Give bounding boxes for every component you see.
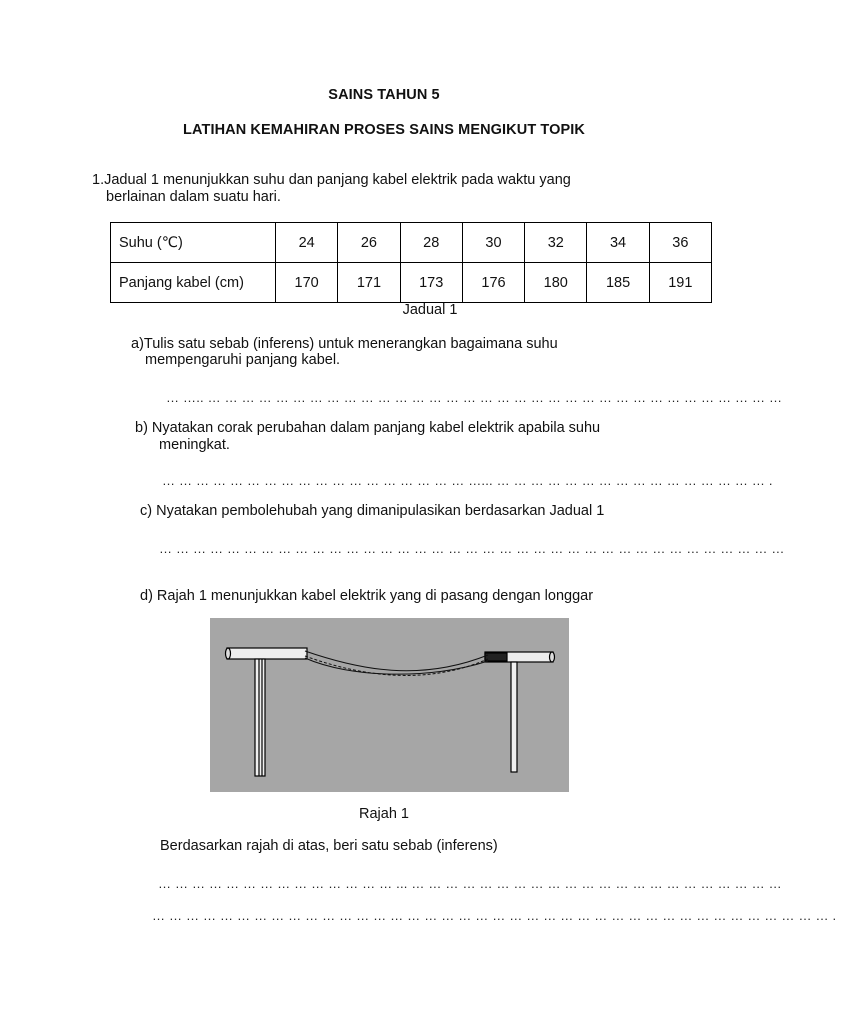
table-caption: Jadual 1 bbox=[402, 302, 458, 318]
question-intro-line-1: 1.Jadual 1 menunjukkan suhu dan panjang kabel elektrik pada waktu yang bbox=[92, 172, 571, 188]
table-cell: 176 bbox=[462, 263, 524, 303]
part-b-line-2: meningkat. bbox=[159, 437, 230, 453]
answer-line-a: … ….. … … … … … … … … … … … … … … … … … … … … … … … … … … … … … … … … … … bbox=[166, 390, 783, 405]
table-cell-label: Panjang kabel (cm) bbox=[111, 263, 276, 303]
table-cell: 34 bbox=[587, 223, 649, 263]
cable-wire-2 bbox=[305, 656, 488, 675]
table-cell: 173 bbox=[400, 263, 462, 303]
table-cell: 170 bbox=[276, 263, 338, 303]
answer-line-final-1: … … … … … … … … … … … … … … ... … … … … … … … … … … … … … … … … … … … … … … bbox=[158, 876, 782, 891]
table-cell: 32 bbox=[525, 223, 587, 263]
page-title: SAINS TAHUN 5 bbox=[328, 87, 440, 103]
part-d-line-1: d) Rajah 1 menunjukkan kabel elektrik yang di pasang dengan longgar bbox=[140, 588, 594, 604]
final-prompt: Berdasarkan rajah di atas, beri satu sebab (inferens) bbox=[160, 838, 498, 854]
left-crossarm bbox=[227, 648, 307, 659]
table-cell-label: Suhu (℃) bbox=[111, 223, 276, 263]
table-cell: 185 bbox=[587, 263, 649, 303]
table-cell: 171 bbox=[338, 263, 400, 303]
cable-wire-3 bbox=[305, 658, 488, 674]
left-pole bbox=[255, 659, 265, 776]
table-cell: 24 bbox=[276, 223, 338, 263]
table-cell: 180 bbox=[525, 263, 587, 303]
left-crossarm-end bbox=[226, 648, 231, 659]
part-b-line-1: b) Nyatakan corak perubahan dalam panjang kabel elektrik apabila suhu bbox=[135, 420, 601, 436]
cable-illustration bbox=[210, 618, 569, 792]
answer-line-b: … … … … … … … … … … … … … … … … … … …... … … … … … … … … … … … … … … … … . bbox=[162, 473, 773, 488]
figure-caption: Rajah 1 bbox=[359, 806, 409, 822]
part-a-line-2: mempengaruhi panjang kabel. bbox=[145, 352, 341, 368]
right-crossarm-clamp bbox=[485, 653, 507, 661]
page-subtitle: LATIHAN KEMAHIRAN PROSES SAINS MENGIKUT TOPIK bbox=[183, 122, 585, 138]
table-cell: 28 bbox=[400, 223, 462, 263]
answer-line-final-2: … … … … … … … … … … … … … … … … … … … … … … … … … … … … … … … … … … … … … … … … . bbox=[152, 908, 837, 923]
right-pole bbox=[511, 662, 517, 772]
part-c-line-1: c) Nyatakan pembolehubah yang dimanipulasikan berdasarkan Jadual 1 bbox=[140, 503, 605, 519]
cable-figure bbox=[210, 618, 569, 792]
table-cell: 30 bbox=[462, 223, 524, 263]
question-intro-line-2: berlainan dalam suatu hari. bbox=[106, 189, 281, 205]
data-table bbox=[110, 222, 712, 303]
table-cell: 26 bbox=[338, 223, 400, 263]
part-a-line-1: a)Tulis satu sebab (inferens) untuk menerangkan bagaimana suhu bbox=[131, 336, 558, 352]
table-row-temperature bbox=[111, 223, 712, 263]
table-row-length bbox=[111, 263, 712, 303]
table-cell: 191 bbox=[649, 263, 711, 303]
right-crossarm-end bbox=[550, 652, 555, 662]
table-cell: 36 bbox=[649, 223, 711, 263]
answer-line-c: … … … … … … … … … … … … … … … … … … … … … … … … … … … … … … … … … … … … … bbox=[159, 541, 785, 556]
